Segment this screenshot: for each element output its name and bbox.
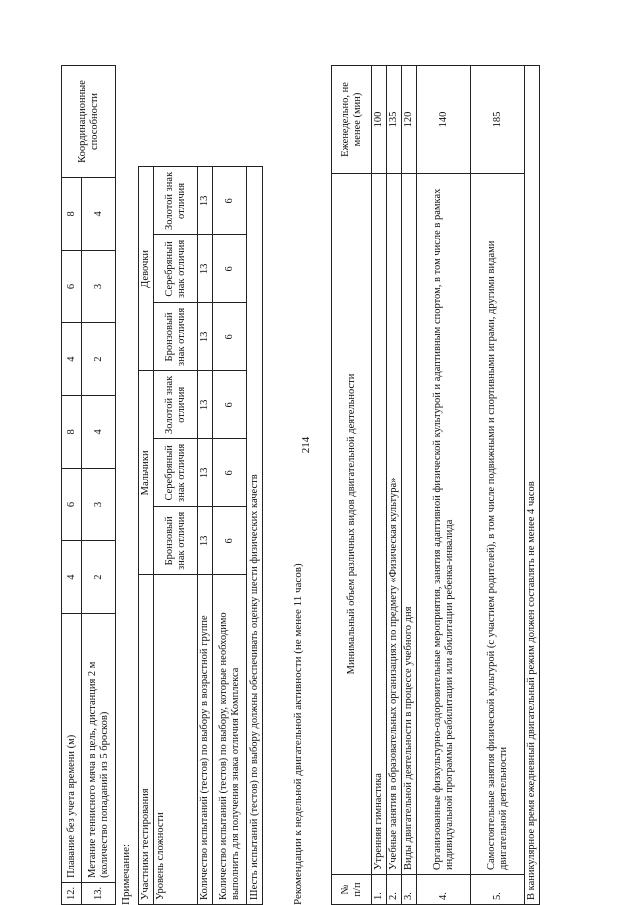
value-cell: 6 <box>213 507 247 575</box>
value-cell: 3 <box>82 250 116 323</box>
value-cell: 3 <box>82 468 116 541</box>
activity-value: 100 <box>372 66 387 174</box>
row-number: 13. <box>82 882 116 904</box>
value-cell: 6 <box>213 303 247 371</box>
value-cell: 6 <box>213 167 247 235</box>
activity-value: 120 <box>402 66 417 174</box>
table-row <box>154 65 198 905</box>
value-cell: 6 <box>213 439 247 507</box>
activity-value: 135 <box>387 66 402 174</box>
value-cell: 13 <box>198 303 213 371</box>
value-cell: 13 <box>198 167 213 235</box>
row-label: Количество испытаний (тестов) по выбору, которые необходимо выполнить для получения знака отличия Комплекса <box>213 575 247 905</box>
col-type-header: Минимальный объем различных видов двигательной деятельности <box>332 173 372 874</box>
table-row <box>198 65 213 905</box>
row-number: 3. <box>402 875 417 905</box>
boys-label: Мальчики <box>139 371 154 575</box>
row-number: 4. <box>417 875 471 905</box>
participants-footer: Шесть испытаний (тестов) по выбору должны обеспечивать оценку шести физических качеств <box>247 167 263 905</box>
badge-bronze-girls: Бронзовый знак отличия <box>154 303 198 371</box>
activity-text: Самостоятельные занятия физической культурой (с участием родителей), в том числе подвижными и спортивными играми, другими видами двигательной деятельности <box>471 173 525 874</box>
activity-value: 140 <box>417 66 471 174</box>
table-row <box>62 66 82 905</box>
badge-silver-girls: Серебряный знак отличия <box>154 235 198 303</box>
value-cell: 13 <box>198 235 213 303</box>
table-row <box>417 66 471 905</box>
activity-text: Организованные физкультурно-оздоровительные мероприятия, занятия адаптивной физической культурой и адаптивным спортом, в том числе в рамках индивидуальной программы реабилитации или абилитации ребенка-инвалида <box>417 173 471 874</box>
value-cell: 2 <box>82 541 116 614</box>
col-weekly-header: Еженедельно, не менее (мин) <box>332 66 372 174</box>
value-cell: 4 <box>62 541 82 614</box>
table-row <box>402 66 417 905</box>
participants-table <box>138 65 263 905</box>
table-row <box>372 66 387 905</box>
table-row <box>213 65 247 905</box>
value-cell: 13 <box>198 371 213 439</box>
table-row <box>332 66 372 905</box>
row-label: Количество испытаний (тестов) по выбору в возрастной группе <box>198 575 213 905</box>
value-cell: 4 <box>62 323 82 396</box>
col-num-header: № п/п <box>332 875 372 905</box>
value-cell: 2 <box>82 323 116 396</box>
recommendations-title: Рекомендации к недельной двигательной активности (не менее 11 часов) <box>292 563 304 905</box>
table-row <box>82 66 116 905</box>
row-number: 12. <box>62 882 82 904</box>
activity-text: Утренняя гимнастика <box>372 173 387 874</box>
test-name: Плавание без учета времени (м) <box>62 614 82 883</box>
table-row <box>525 66 540 905</box>
badge-silver-boys: Серебряный знак отличия <box>154 439 198 507</box>
activity-table <box>331 65 540 905</box>
girls-label: Девочки <box>139 167 154 371</box>
activity-text: Виды двигательной деятельности в процессе учебного дня <box>402 173 417 874</box>
table-row <box>139 65 154 905</box>
participants-label: Участники тестирования <box>139 575 154 905</box>
value-cell: 6 <box>62 250 82 323</box>
row-number: 5. <box>471 875 525 905</box>
value-cell: 13 <box>198 439 213 507</box>
table-row <box>387 66 402 905</box>
row-number: 2. <box>387 875 402 905</box>
badge-gold-girls: Золотой знак отличия <box>154 167 198 235</box>
activity-text: Учебные занятия в образовательных организациях по предмету «Физическая культура» <box>387 173 402 874</box>
value-cell: 4 <box>82 395 116 468</box>
row-number: 1. <box>372 875 387 905</box>
badge-bronze-boys: Бронзовый знак отличия <box>154 507 198 575</box>
table-row <box>471 66 525 905</box>
note-label: Примечание: <box>120 843 132 905</box>
page-number: 214 <box>300 436 312 454</box>
value-cell: 8 <box>62 177 82 250</box>
value-cell: 6 <box>62 468 82 541</box>
badge-gold-boys: Золотой знак отличия <box>154 371 198 439</box>
activity-value: 185 <box>471 66 525 174</box>
tests-table-tail <box>61 65 116 905</box>
activity-footer: В каникулярное время ежедневный двигательный режим должен составлять не менее 4 часов <box>525 66 540 905</box>
level-label: Уровень сложности <box>154 575 198 905</box>
value-cell: 8 <box>62 395 82 468</box>
value-cell: 6 <box>213 235 247 303</box>
value-cell: 6 <box>213 371 247 439</box>
value-cell: 4 <box>82 177 116 250</box>
ability-cell: Координационные способности <box>62 66 116 178</box>
value-cell: 13 <box>198 507 213 575</box>
empty-area <box>139 65 263 167</box>
table-row <box>247 65 263 905</box>
test-name: Метание теннисного мяча в цель, дистанция 2 м (количество попаданий из 5 бросков) <box>82 614 116 883</box>
